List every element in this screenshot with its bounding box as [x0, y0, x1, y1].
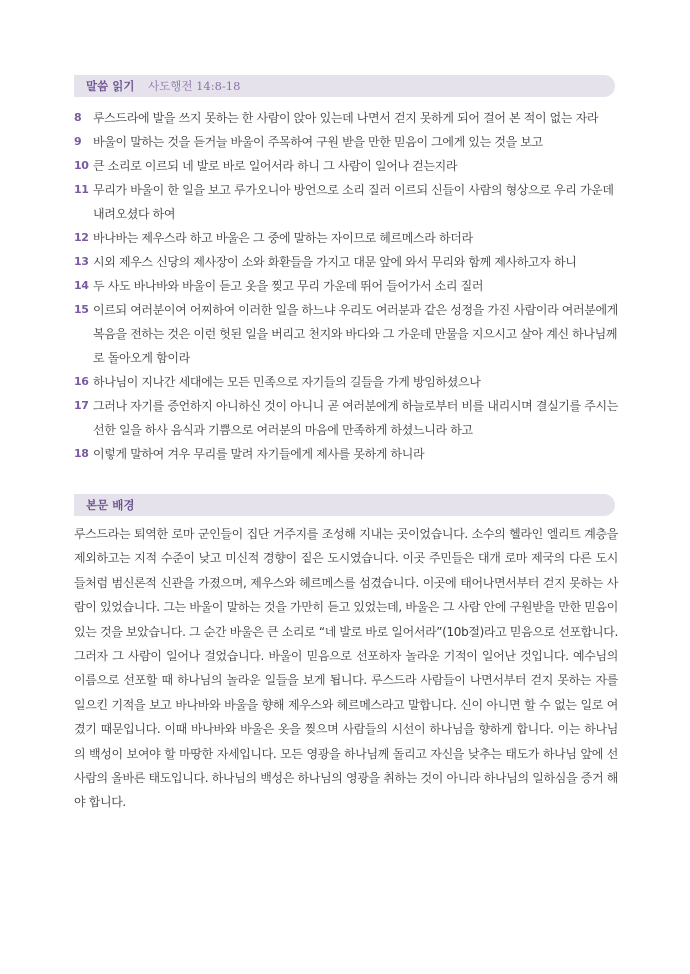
verse-number: 10 [74, 159, 89, 172]
verse-text: 이르되 여러분이여 어찌하여 이러한 일을 하느냐 우리도 여러분과 같은 성정을 가진 사람이라 여러분에게 복음을 전하는 것은 이런 헛된 일을 버리고 천지와 바다와 그 가운데 만물을 지으시고 살아 계신 하나님께로 돌아오게 함이라 [93, 303, 618, 365]
verse-item [74, 130, 619, 154]
verse-number: 16 [74, 375, 89, 388]
verse-item [74, 298, 619, 370]
verse-number: 9 [74, 135, 82, 148]
verse-text: 두 사도 바나바와 바울이 듣고 옷을 찢고 무리 가운데 뛰어 들어가서 소리 질러 [93, 279, 484, 293]
section-label-reading: 말씀 읽기 [86, 79, 135, 93]
verse-number: 14 [74, 279, 89, 292]
verse-text: 루스드라에 발을 쓰지 못하는 한 사람이 앉아 있는데 나면서 걷지 못하게 되어 걸어 본 적이 없는 자라 [93, 111, 599, 125]
verse-item [74, 370, 619, 394]
verse-number: 18 [74, 447, 89, 460]
verse-text: 바나바는 제우스라 하고 바울은 그 중에 말하는 자이므로 헤르메스라 하더라 [93, 231, 473, 245]
verse-item [74, 442, 619, 466]
verse-list [74, 106, 619, 466]
verse-item [74, 178, 619, 226]
verse-text: 이렇게 말하여 겨우 무리를 말려 자기들에게 제사를 못하게 하니라 [93, 447, 425, 461]
verse-item [74, 154, 619, 178]
verse-number: 8 [74, 111, 82, 124]
verse-item [74, 250, 619, 274]
scripture-reference: 사도행전 14:8-18 [148, 79, 241, 93]
verse-number: 13 [74, 255, 89, 268]
verse-text: 그러나 자기를 증언하지 아니하신 것이 아니니 곧 여러분에게 하늘로부터 비를 내리시며 결실기를 주시는 선한 일을 하사 음식과 기쁨으로 여러분의 마음에 만족하게 하셨느니라 하고 [93, 399, 618, 437]
section-header-reading [74, 75, 615, 97]
verse-text: 큰 소리로 이르되 네 발로 바로 일어서라 하니 그 사람이 일어나 걷는지라 [93, 159, 458, 173]
verse-item [74, 106, 619, 130]
verse-number: 11 [74, 183, 89, 196]
section-label-background: 본문 배경 [86, 498, 135, 512]
verse-number: 17 [74, 399, 89, 412]
background-paragraph: 루스드라는 퇴역한 로마 군인들이 집단 거주지를 조성해 지내는 곳이었습니다. 소수의 헬라인 엘리트 계층을 제외하고는 지적 수준이 낮고 미신적 경향이 짙은 도시였습니다. 이곳 주민들은 대개 로마 제국의 다른 도시들처럼 범신론적 신관을 가졌으며, 제우스와 헤르메스를 섬겼습니다. 이곳에 태어나면서부터 걷지 못하는 사람이 있었습니다. 그는 바울이 말하는 것을 가만히 듣고 있었는데, 바울은 그 사람 안에 구원받을 만한 믿음이 있는 것을 보았습니다. 그 순간 바울은 큰 소리로 “네 발로 바로 일어서라”(10b절)라고 믿음으로 선포합니다. 그러자 그 사람이 일어나 걸었습니다. 바울이 믿음으로 선포하자 놀라운 기적이 일어난 것입니다. 예수님의 이름으로 선포할 때 하나님의 놀라운 일들을 보게 됩니다. 루스드라 사람들이 나면서부터 걷지 못하는 자를 일으킨 기적을 보고 바나바와 바울을 향해 제우스와 헤르메스라고 말합니다. 신이 아니면 할 수 없는 일로 여겼기 때문입니다. 이때 바나바와 바울은 옷을 찢으며 사람들의 시선이 하나님을 향하게 합니다. 이는 하나님의 백성이 보여야 할 마땅한 자세입니다. 모든 영광을 하나님께 돌리고 자신을 낮추는 태도가 하나님 앞에 선 사람의 올바른 태도입니다. 하나님의 백성은 하나님의 영광을 취하는 것이 아니라 하나님의 일하심을 증거 해야 합니다. [74, 527, 618, 810]
verse-text: 바울이 말하는 것을 듣거늘 바울이 주목하여 구원 받을 만한 믿음이 그에게 있는 것을 보고 [93, 135, 543, 149]
verse-text: 시외 제우스 신당의 제사장이 소와 화환들을 가지고 대문 앞에 와서 무리와 함께 제사하고자 하니 [93, 255, 577, 269]
section-header-background [74, 494, 615, 516]
verse-item [74, 226, 619, 250]
verse-text: 하나님이 지나간 세대에는 모든 민족으로 자기들의 길들을 가게 방임하셨으나 [93, 375, 481, 389]
verse-number: 15 [74, 303, 89, 316]
verse-item [74, 274, 619, 298]
verse-item [74, 394, 619, 442]
verse-number: 12 [74, 231, 89, 244]
verse-text: 무리가 바울이 한 일을 보고 루가오니아 방언으로 소리 질러 이르되 신들이 사람의 형상으로 우리 가운데 내려오셨다 하여 [93, 183, 614, 221]
